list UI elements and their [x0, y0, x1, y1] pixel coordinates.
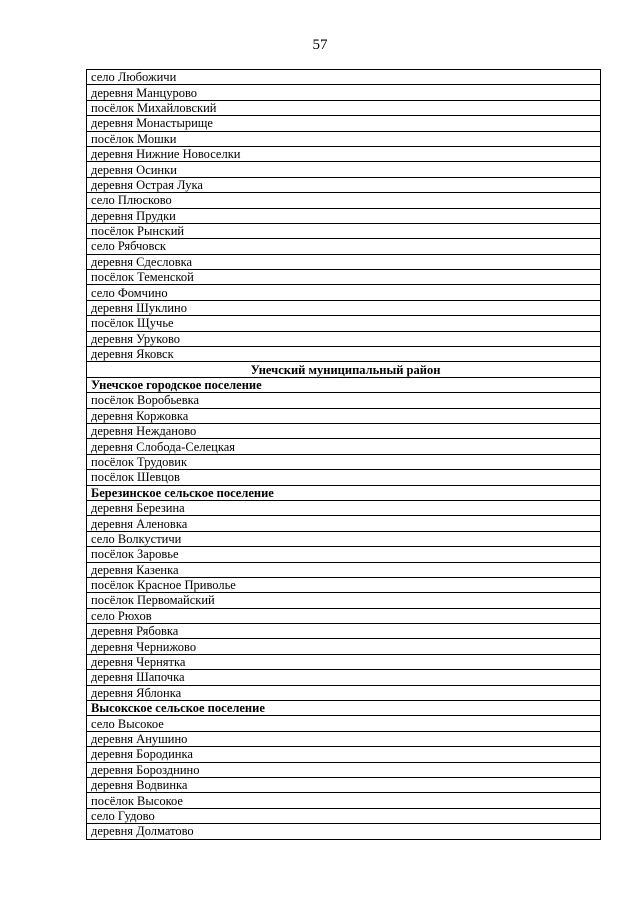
locality-row: [87, 193, 601, 208]
locality-name: село Волкустичи: [87, 531, 601, 546]
locality-row: [87, 423, 601, 438]
locality-row: [87, 254, 601, 269]
locality-row: [87, 146, 601, 161]
locality-name: деревня Нижние Новоселки: [87, 146, 601, 161]
settlement-name: Березинское сельское поселение: [87, 485, 601, 500]
locality-name: посёлок Заровье: [87, 547, 601, 562]
settlement-header-row: [87, 485, 601, 500]
locality-row: [87, 393, 601, 408]
locality-row: [87, 270, 601, 285]
locality-name: село Рюхов: [87, 608, 601, 623]
locality-name: посёлок Первомайский: [87, 593, 601, 608]
locality-name: посёлок Шевцов: [87, 470, 601, 485]
locality-row: [87, 608, 601, 623]
locality-row: [87, 408, 601, 423]
locality-name: посёлок Воробьевка: [87, 393, 601, 408]
locality-name: деревня Сдесловка: [87, 254, 601, 269]
locality-name: деревня Водвинка: [87, 777, 601, 792]
locality-row: [87, 793, 601, 808]
locality-name: деревня Осинки: [87, 162, 601, 177]
locality-name: деревня Шапочка: [87, 670, 601, 685]
locality-name: деревня Прудки: [87, 208, 601, 223]
locality-row: [87, 239, 601, 254]
locality-row: [87, 808, 601, 823]
locality-name: посёлок Высокое: [87, 793, 601, 808]
locality-name: посёлок Михайловский: [87, 100, 601, 115]
locality-name: деревня Яблонка: [87, 685, 601, 700]
locality-row: [87, 100, 601, 115]
locality-row: [87, 500, 601, 515]
locality-name: посёлок Красное Приволье: [87, 577, 601, 592]
locality-name: деревня Слобода-Селецкая: [87, 439, 601, 454]
locality-name: деревня Березина: [87, 500, 601, 515]
locality-row: [87, 223, 601, 238]
locality-name: деревня Рябовка: [87, 624, 601, 639]
locality-name: село Фомчино: [87, 285, 601, 300]
locality-name: село Любожичи: [87, 70, 601, 85]
locality-row: [87, 577, 601, 592]
locality-row: [87, 470, 601, 485]
locality-row: [87, 562, 601, 577]
locality-row: [87, 593, 601, 608]
locality-row: [87, 547, 601, 562]
locality-row: [87, 439, 601, 454]
locality-row: [87, 670, 601, 685]
settlement-header-row: [87, 701, 601, 716]
locality-row: [87, 777, 601, 792]
locality-name: деревня Бородинка: [87, 747, 601, 762]
locality-row: [87, 639, 601, 654]
locality-name: посёлок Трудовик: [87, 454, 601, 469]
locality-name: село Гудово: [87, 808, 601, 823]
locality-row: [87, 285, 601, 300]
locality-row: [87, 731, 601, 746]
locality-row: [87, 747, 601, 762]
settlement-name: Унечское городское поселение: [87, 377, 601, 392]
locality-name: деревня Яковск: [87, 347, 601, 362]
locality-row: [87, 454, 601, 469]
locality-row: [87, 208, 601, 223]
locality-name: деревня Аленовка: [87, 516, 601, 531]
locality-name: деревня Анушино: [87, 731, 601, 746]
locality-name: деревня Шуклино: [87, 300, 601, 315]
district-header-row: [87, 362, 601, 377]
locality-name: посёлок Щучье: [87, 316, 601, 331]
locality-name: деревня Нежданово: [87, 423, 601, 438]
locality-name: деревня Уруково: [87, 331, 601, 346]
locality-name: село Высокое: [87, 716, 601, 731]
locality-name: село Плюсково: [87, 193, 601, 208]
locality-name: деревня Казенка: [87, 562, 601, 577]
locality-name: деревня Чернижово: [87, 639, 601, 654]
locality-name: деревня Борозднино: [87, 762, 601, 777]
locality-name: деревня Монастырище: [87, 116, 601, 131]
settlement-header-row: [87, 377, 601, 392]
district-name: Унечский муниципальный район: [87, 362, 601, 377]
locality-row: [87, 762, 601, 777]
locality-name: деревня Острая Лука: [87, 177, 601, 192]
settlement-name: Высокское сельское поселение: [87, 701, 601, 716]
locality-name: посёлок Теменской: [87, 270, 601, 285]
settlements-table-body: [87, 70, 601, 840]
locality-name: деревня Манцурово: [87, 85, 601, 100]
locality-row: [87, 347, 601, 362]
locality-row: [87, 316, 601, 331]
locality-row: [87, 131, 601, 146]
page-number: 57: [312, 37, 328, 53]
locality-name: деревня Коржовка: [87, 408, 601, 423]
locality-row: [87, 116, 601, 131]
locality-row: [87, 685, 601, 700]
settlements-table: [86, 69, 601, 840]
locality-row: [87, 531, 601, 546]
locality-row: [87, 85, 601, 100]
locality-row: [87, 177, 601, 192]
locality-row: [87, 716, 601, 731]
locality-row: [87, 162, 601, 177]
locality-name: посёлок Рынский: [87, 223, 601, 238]
locality-row: [87, 824, 601, 839]
locality-row: [87, 516, 601, 531]
locality-row: [87, 654, 601, 669]
locality-name: посёлок Мошки: [87, 131, 601, 146]
locality-row: [87, 331, 601, 346]
locality-name: деревня Чернятка: [87, 654, 601, 669]
locality-name: деревня Долматово: [87, 824, 601, 839]
locality-name: село Рябчовск: [87, 239, 601, 254]
locality-row: [87, 70, 601, 85]
locality-row: [87, 300, 601, 315]
locality-row: [87, 624, 601, 639]
